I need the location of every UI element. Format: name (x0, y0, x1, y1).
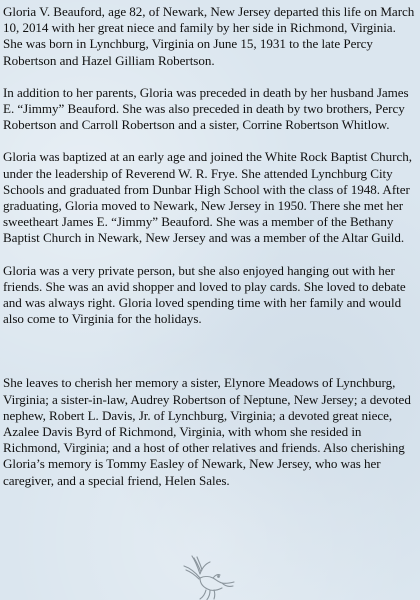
dove-icon (178, 552, 240, 600)
paragraph-introduction: Gloria V. Beauford, age 82, of Newark, New Jersey departed this life on March 10, 2014 with her great niece and family by her side in Richmond, Virginia. She was born in Lynchburg, Virginia on June 15, 1931 to the late Percy Robertson and Hazel Gilliam Robertson. (3, 4, 415, 68)
paragraph-personality: Gloria was a very private person, but she also enjoyed hanging out with her friends. She was an avid shopper and loved to play cards. She loved to debate and was always right. Gloria loved spending time with her family and would also come to Virginia for the holidays. (3, 262, 406, 327)
paragraph-survivors: She leaves to cherish her memory a sister, Elynore Meadows of Lynchburg, Virginia; a sister-in-law, Audrey Robertson of Neptune, New Jersey; a devoted nephew, Robert L. Davis, Jr. of Lynchburg, Virginia; a devoted great niece, Azalee Davis Byrd of Richmond, Virginia, with whom she resided in Richmond, Virginia; and a host of other relatives and friends. Also cherishing Gloria’s memory is Tommy Easley of Newark, New Jersey, who was her caregiver, and a special friend, Helen Sales. (3, 375, 411, 488)
paragraph-church-and-education: Gloria was baptized at an early age and joined the White Rock Baptist Church, under the leadership of Reverend W. R. Frye. She attended Lynchburg City Schools and graduated from Dunbar High School with the class of 1948. After graduating, Gloria moved to Newark, New Jersey in 1950. There she met her sweetheart James E. “Jimmy” Beauford. She was a member of the Bethany Baptist Church in Newark, New Jersey and was a member of the Altar Guild. (3, 149, 412, 246)
obituary-document (3, 4, 417, 489)
paragraph-preceded-in-death: In addition to her parents, Gloria was preceded in death by her husband James E. “Jimmy” Beauford. She was also preceded in death by two brothers, Percy Robertson and Carroll Robertson and a sister, Corrine Robertson Whitlow. (3, 84, 409, 133)
